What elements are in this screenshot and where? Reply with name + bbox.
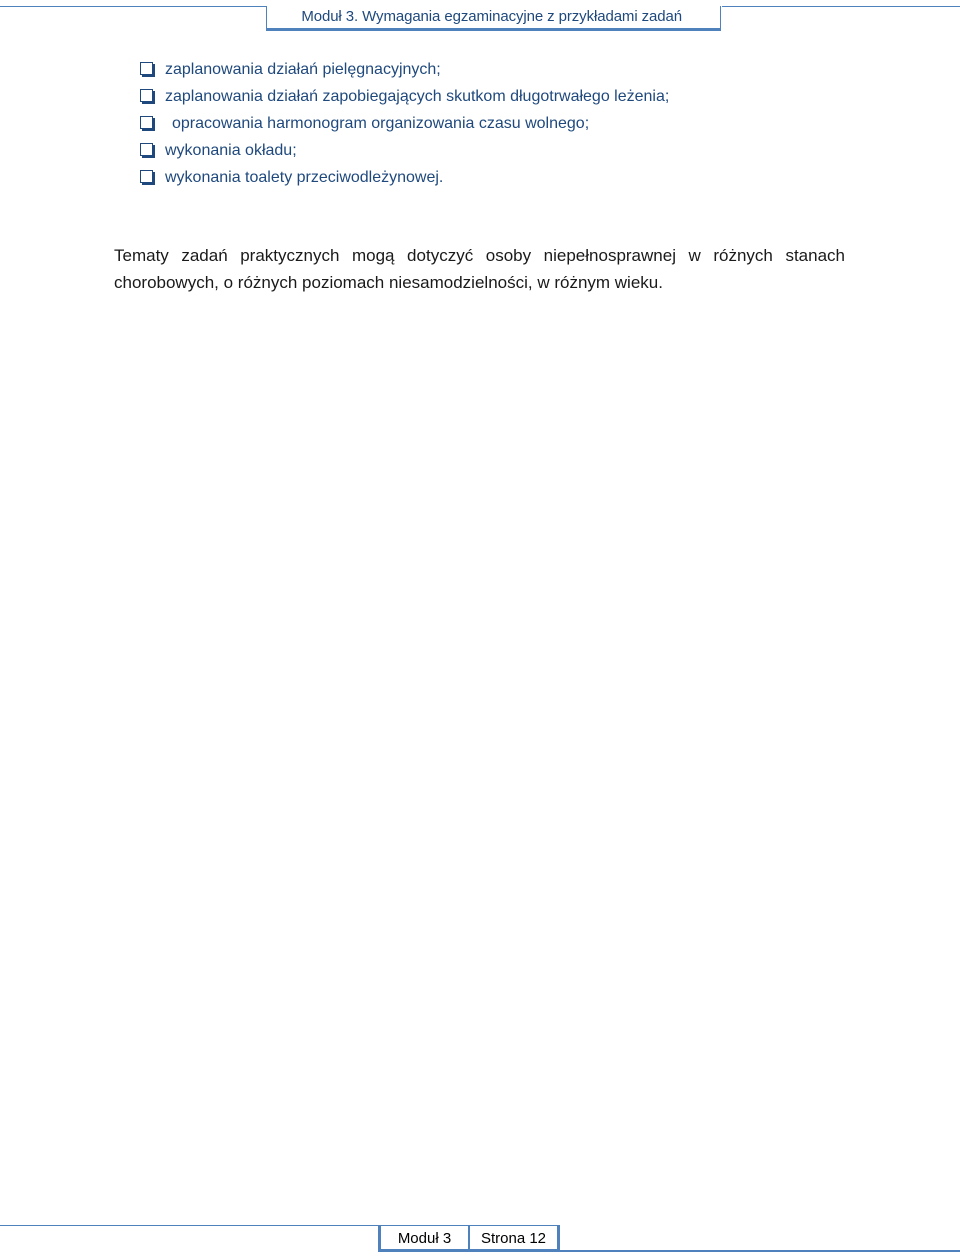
list-item-label: zaplanowania działań zapobiegających skutkom długotrwałego leżenia; xyxy=(165,88,670,105)
header-tab xyxy=(266,6,721,31)
footer-rule-left xyxy=(0,1225,378,1226)
list-item-label: wykonania okładu; xyxy=(165,142,297,159)
footer-rule-right xyxy=(560,1250,960,1252)
footer-page-number: Strona 12 xyxy=(469,1225,560,1252)
footer-module-label: Moduł 3 xyxy=(378,1225,469,1252)
checkbox-icon xyxy=(140,143,155,158)
checkbox-icon xyxy=(140,62,155,77)
checkbox-icon xyxy=(140,170,155,185)
checkbox-icon xyxy=(140,89,155,104)
list-item-label: wykonania toalety przeciwodleżynowej. xyxy=(165,169,444,186)
checkbox-icon xyxy=(140,116,155,131)
list-item-label: zaplanowania działań pielęgnacyjnych; xyxy=(165,61,441,78)
list-item-label: opracowania harmonogram organizowania czasu wolnego; xyxy=(172,115,590,132)
body-paragraph: Tematy zadań praktycznych mogą dotyczyć osoby niepełnosprawnej w różnych stanach chorobowych, o różnych poziomach niesamodzielności, w różnym wieku. xyxy=(114,246,845,292)
header-title: Moduł 3. Wymagania egzaminacyjne z przykładami zadań xyxy=(301,8,682,25)
header-rule-right xyxy=(722,6,960,7)
header-rule-left xyxy=(0,6,266,7)
